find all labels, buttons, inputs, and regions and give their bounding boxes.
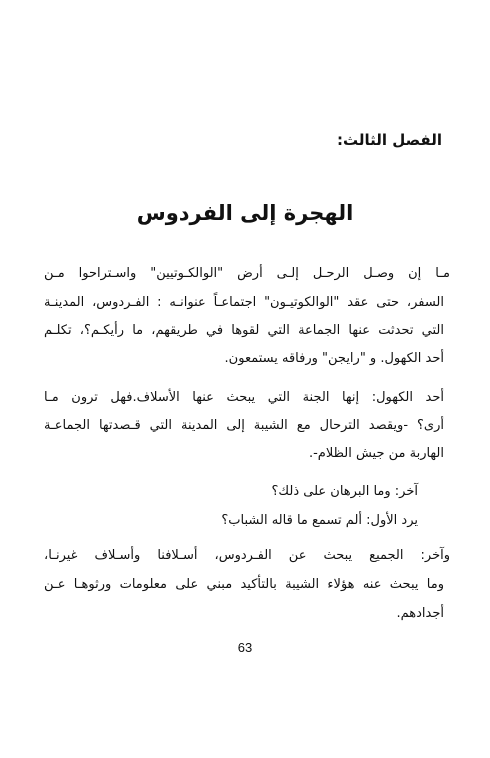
text-line: آخر: وما البرهان على ذلك؟ [271, 484, 418, 499]
text-line: وآخر: الجميع يبحث عن الفـردوس، أسـلافنا وأسـلاف غيرنـا، [44, 548, 450, 563]
text-line: وما يبحث عنه هؤلاء الشيبة بالتأكيد مبني على معلومات ورثوهـا عـن [44, 577, 444, 592]
text-line: مـا إن وصـل الرحـل إلـى أرض "الوالكـوتيين" واسـتراحوا مـن [44, 266, 450, 281]
page-number: 63 [237, 640, 253, 655]
text-line: يرد الأول: ألم تسمع ما قاله الشباب؟ [221, 513, 418, 528]
chapter-label: الفصل الثالث: [337, 131, 442, 149]
chapter-title: الهجرة إلى الفردوس [136, 201, 354, 225]
text-line: أجدادهم. [396, 606, 444, 621]
text-line: السفر، حتى عقد "الوالكوتيـون" اجتماعـاً عنوانـه : الفـردوس، المدينـة [44, 295, 444, 310]
text-line: أحد الكهول. و "رايجن" ورفاقه يستمعون. [224, 351, 444, 366]
text-line: الهاربة من جيش الظلام-. [308, 446, 444, 461]
text-line: أحد الكهول: إنها الجنة التي يبحث عنها الأسلاف.فهل ترون مـا [44, 390, 444, 405]
text-line: أرى؟ -ويقصد الترحال مع الشيبة إلى المدينة التي قـصدتها الجماعـة [44, 418, 444, 433]
text-line: التي تحدثت عنها الجماعة التي لقوها في طريقهم، ما رأيكـم؟، تكلـم [44, 323, 444, 338]
